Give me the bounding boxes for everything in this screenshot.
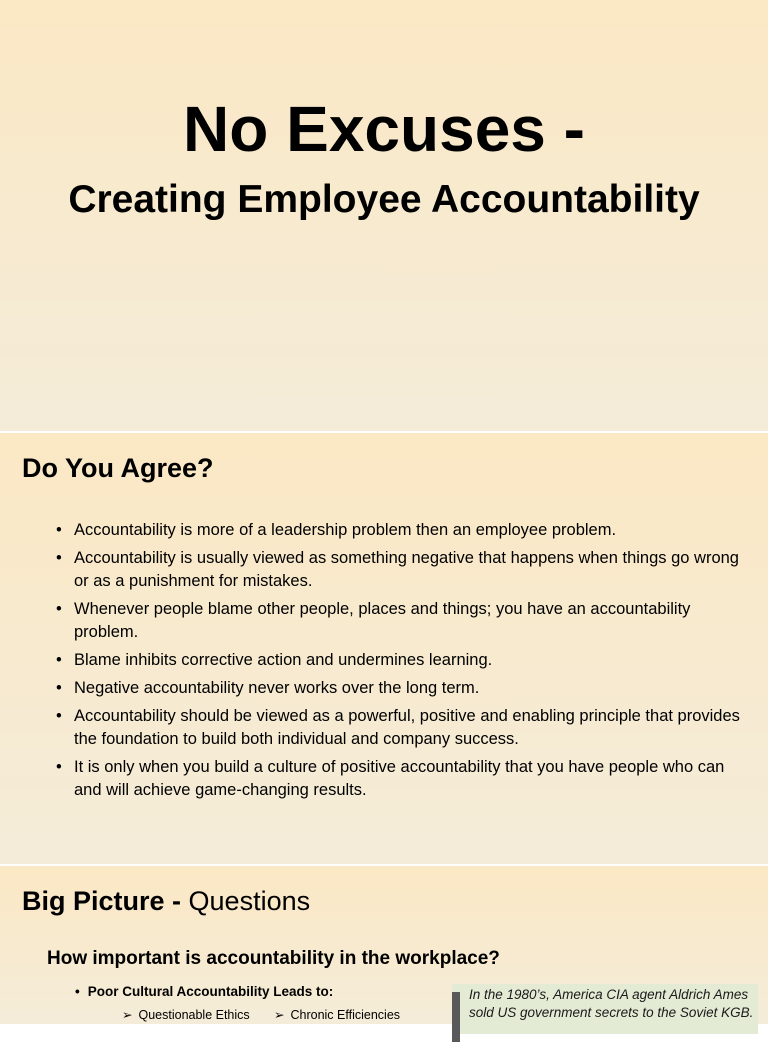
big-picture-slide [0, 866, 768, 1024]
bullet-item [56, 677, 746, 700]
question-line: How important is accountability in the workplace? [47, 948, 500, 969]
bullet-text: Accountability should be viewed as a powerful, positive and enabling principle that provides the foundation to build both individual and company success. [74, 707, 740, 748]
slide-heading [22, 886, 310, 917]
bullet-icon: • [56, 679, 62, 697]
callout-box [452, 984, 758, 1034]
bullet-item [56, 598, 746, 644]
bullet-icon: • [56, 707, 62, 725]
heading-rest: Questions [181, 886, 311, 916]
bullet-item [56, 756, 746, 802]
bullet-text: Blame inhibits corrective action and undermines learning. [74, 651, 493, 669]
bullet-icon: • [56, 600, 62, 618]
sub-bullet-text: Poor Cultural Accountability Leads to: [87, 984, 334, 999]
bullet-item [56, 519, 746, 542]
heading-bold-part: Big Picture - [22, 886, 182, 916]
bullet-item [56, 649, 746, 672]
slide-title: No Excuses - [183, 93, 585, 165]
callout-line: In the 1980’s, America CIA agent Aldrich Ames [469, 987, 749, 1002]
title-slide [0, 0, 768, 431]
bullet-text: It is only when you build a culture of positive accountability that you have people who can and will achieve game-changing results. [74, 758, 725, 799]
bullet-icon: • [56, 549, 62, 567]
bullet-icon: • [56, 758, 62, 776]
callout-bar [452, 992, 460, 1042]
arrow-bullet-icon: ➢ [122, 1008, 133, 1022]
callout-text [469, 986, 753, 1022]
callout-line: sold US government secrets to the Soviet KGB. [469, 1005, 754, 1020]
sub-bullet [75, 984, 333, 999]
bullet-icon: • [56, 521, 62, 539]
arrow-list-item [274, 1007, 400, 1022]
agree-slide [0, 433, 768, 864]
slide-heading: Do You Agree? [22, 453, 214, 483]
arrow-item-text: Chronic Efficiencies [290, 1008, 401, 1022]
bullet-item [56, 547, 746, 593]
bullet-text: Whenever people blame other people, places and things; you have an accountability problem. [74, 600, 691, 641]
arrow-bullet-icon: ➢ [274, 1008, 285, 1022]
slide-subtitle: Creating Employee Accountability [68, 178, 700, 221]
bullet-item [56, 705, 746, 751]
bullet-list [56, 519, 746, 807]
arrow-list-item [122, 1007, 250, 1022]
bullet-icon: • [56, 651, 62, 669]
bullet-text: Negative accountability never works over the long term. [74, 679, 480, 697]
bullet-icon: • [75, 984, 80, 999]
bullet-text: Accountability is usually viewed as something negative that happens when things go wrong or as a punishment for mistakes. [74, 549, 739, 590]
bullet-text: Accountability is more of a leadership problem then an employee problem. [74, 521, 617, 539]
arrow-item-text: Questionable Ethics [138, 1008, 250, 1022]
